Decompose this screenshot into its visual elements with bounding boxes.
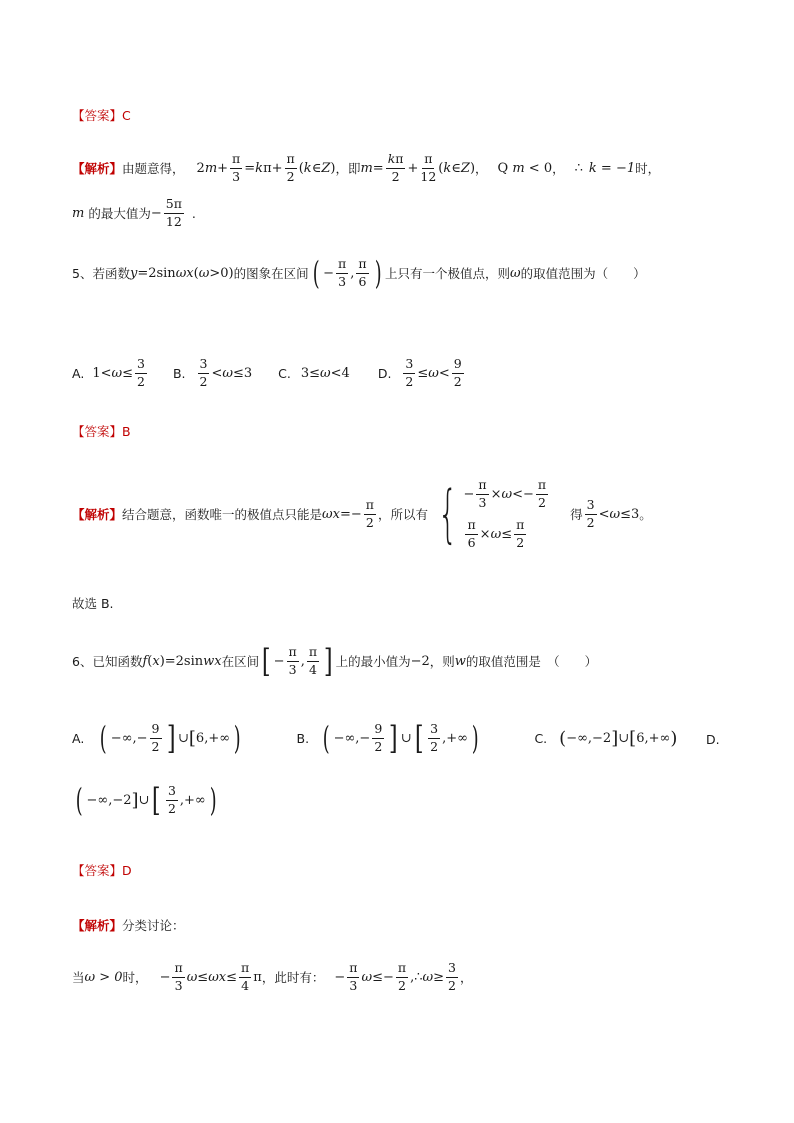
q5-option-b: $\frac{3}{2}$ < ω ≤3 bbox=[199, 356, 253, 389]
q6-stem-mid1: 在区间 bbox=[221, 654, 260, 669]
q4-m-max-text: 的最大值为 bbox=[88, 206, 151, 221]
q6-answer-line bbox=[72, 861, 132, 879]
q6-stem bbox=[72, 642, 598, 680]
q4-period: . bbox=[191, 205, 196, 221]
q5-options bbox=[72, 358, 466, 388]
q6-case1-prefix: 当 bbox=[72, 970, 85, 985]
analysis-label: 【解析】 bbox=[72, 918, 123, 933]
q5-extreme-point: ωx =− $\frac{\pi}{2}$ bbox=[322, 497, 374, 530]
q4-equation-1: 2 m + $\frac{\pi}{3}$ = k π+ $\frac{\pi}{2}$ ( k ∈ Z ) bbox=[196, 151, 336, 184]
q6-w: w bbox=[454, 653, 466, 669]
q6-option-c-label: C. bbox=[534, 730, 548, 746]
q6-option-b: ( −∞,− $\frac{9}{2}$ ] ∪ [ $\frac{3}{2}$ ,+∞ ) bbox=[322, 719, 479, 757]
q5-analysis-text: 结合题意，函数唯一的极值点只能是 bbox=[122, 507, 323, 522]
answer-label: 【答案】 bbox=[72, 424, 123, 439]
q6-min-value: −2 bbox=[410, 653, 430, 669]
q6-option-a-label: A. bbox=[72, 730, 85, 746]
q5-stem-mid2: 上只有一个极值点，则 bbox=[385, 266, 511, 281]
q6-case1-end: ， bbox=[459, 970, 473, 985]
q4-equation-2: m = $\frac{k\pi}{2}$ + $\frac{\pi}{12}$ ( k ∈ Z ) bbox=[360, 151, 476, 184]
q6-function: f ( x )=2sin wx bbox=[142, 653, 222, 669]
q5-inequality-1: − $\frac{\pi}{3}$ × ω <− $\frac{\pi}{2}$ bbox=[463, 477, 547, 510]
q5-function: y =2sin ωx ( ω >0) bbox=[129, 265, 234, 281]
q5-option-d-label: D. bbox=[377, 365, 392, 381]
q5-answer-line bbox=[72, 422, 131, 440]
q6-option-d-label-wrap bbox=[706, 732, 720, 747]
q4-k-value: k = −1 bbox=[588, 160, 636, 176]
q6-interval: [ − $\frac{\pi}{3}$ , $\frac{\pi}{4}$ ] bbox=[261, 642, 333, 680]
q5-stem-suffix: 的取值范围为（ ） bbox=[520, 266, 646, 281]
q6-case1-condition: − $\frac{\pi}{3}$ ω ≤− $\frac{\pi}{2}$ ,∴ ω ≥ $\frac{3}{2}$ bbox=[334, 960, 456, 993]
q4-shi: 时， bbox=[635, 161, 661, 176]
q4-ji: ，即 bbox=[335, 161, 361, 176]
q6-stem-prefix: 6、已知函数 bbox=[72, 654, 143, 669]
q6-answer: D bbox=[122, 862, 132, 878]
q6-case1-cond: ω > 0 bbox=[84, 969, 123, 985]
q4-therefore: ∴ bbox=[574, 160, 583, 176]
q5-option-c-label: C. bbox=[278, 365, 291, 381]
q5-option-d: $\frac{3}{2}$ ≤ ω < $\frac{9}{2}$ bbox=[405, 356, 462, 389]
q4-answer: C bbox=[122, 107, 131, 123]
q6-option-c: ( −∞,−2 ] ∪ [ 6,+∞ ) bbox=[559, 727, 678, 749]
q4-answer-line bbox=[72, 106, 131, 124]
answer-label: 【答案】 bbox=[72, 863, 123, 878]
q6-case1-mid: ，此时有： bbox=[261, 970, 325, 985]
q5-stem-mid1: 的图象在区间 bbox=[233, 266, 309, 281]
q5-analysis bbox=[72, 474, 652, 554]
q6-case1-range: − $\frac{\pi}{3}$ ω ≤ ωx ≤ $\frac{\pi}{4}$ π bbox=[159, 960, 262, 993]
q5-conclusion: 故选 B. bbox=[72, 596, 114, 611]
q6-case-1 bbox=[72, 962, 472, 992]
q5-option-a-label: A. bbox=[72, 365, 85, 381]
analysis-label: 【解析】 bbox=[72, 507, 123, 522]
analysis-label: 【解析】 bbox=[72, 161, 123, 176]
q5-analysis-de: 得 bbox=[570, 507, 583, 522]
q5-interval: ( − $\frac{\pi}{3}$ , $\frac{\pi}{6}$ ) bbox=[312, 254, 382, 292]
q6-option-d: ( −∞,−2 ] ∪ [ $\frac{3}{2}$ ,+∞ ) bbox=[75, 781, 217, 819]
q4-analysis-line-2: m 的最大值为 − $\frac{5\pi}{12}$ . bbox=[72, 196, 196, 229]
q4-analysis-line-1: 【解析】 由题意得， 2 m + $\frac{\pi}{3}$ = k π+ $\frac{\pi}{2}$ ( k ∈ Z ) ，即 m = $\frac{k\pi}{2}$ + $\frac{\pi}{12}$ ( k ∈ Z ) ， Q m < 0 ， ∴ k = −1 时， bbox=[72, 151, 661, 184]
q6-options-row-2 bbox=[72, 781, 220, 819]
q6-option-d-label: D. bbox=[706, 732, 720, 747]
q5-analysis-end: 。 bbox=[639, 507, 652, 522]
q5-option-a: 1< ω ≤ $\frac{3}{2}$ bbox=[92, 356, 145, 389]
q6-option-b-label: B. bbox=[296, 730, 310, 746]
q5-inequality-2: $\frac{\pi}{6}$ × ω ≤ $\frac{\pi}{2}$ bbox=[467, 517, 525, 550]
q6-option-a: ( −∞,− $\frac{9}{2}$ ] ∪ [ 6,+∞ ) bbox=[100, 719, 241, 757]
q5-inequality-system bbox=[463, 474, 550, 554]
q6-case1-shi: 时， bbox=[122, 970, 148, 985]
q5-result: $\frac{3}{2}$ < ω ≤3 bbox=[586, 497, 640, 530]
q4-m-condition: m < 0 bbox=[512, 160, 553, 176]
answer-label: 【答案】 bbox=[72, 108, 123, 123]
q6-stem-mid2: 上的最小值为 bbox=[335, 654, 411, 669]
q4-m-max-value: − $\frac{5\pi}{12}$ bbox=[150, 196, 182, 229]
q6-stem-mid3: ，则 bbox=[429, 654, 455, 669]
q5-stem: 5、若函数 y =2sin ωx ( ω >0) 的图象在区间 ( − $\frac{\pi}{3}$ , $\frac{\pi}{6}$ ) 上只有一个极值点，则 ω 的取值范围为（ ） bbox=[72, 254, 646, 292]
q5-analysis-mid: ，所以有 bbox=[377, 507, 428, 522]
q6-stem-suffix: 的取值范围是 （ ） bbox=[465, 654, 598, 669]
q6-analysis bbox=[72, 916, 185, 934]
q5-stem-prefix: 5、若函数 bbox=[72, 266, 130, 281]
q6-options-row-1 bbox=[72, 719, 722, 757]
q6-analysis-text: 分类讨论： bbox=[122, 918, 185, 933]
q4-q-symbol: Q bbox=[497, 160, 509, 176]
q4-since: ， bbox=[475, 161, 488, 176]
q4-analysis-prefix: 由题意得， bbox=[122, 161, 185, 176]
left-brace-icon: { bbox=[437, 477, 458, 550]
q5-answer: B bbox=[122, 423, 131, 439]
q5-option-b-label: B. bbox=[172, 365, 186, 381]
q5-option-c: 3≤ ω <4 bbox=[300, 365, 350, 381]
